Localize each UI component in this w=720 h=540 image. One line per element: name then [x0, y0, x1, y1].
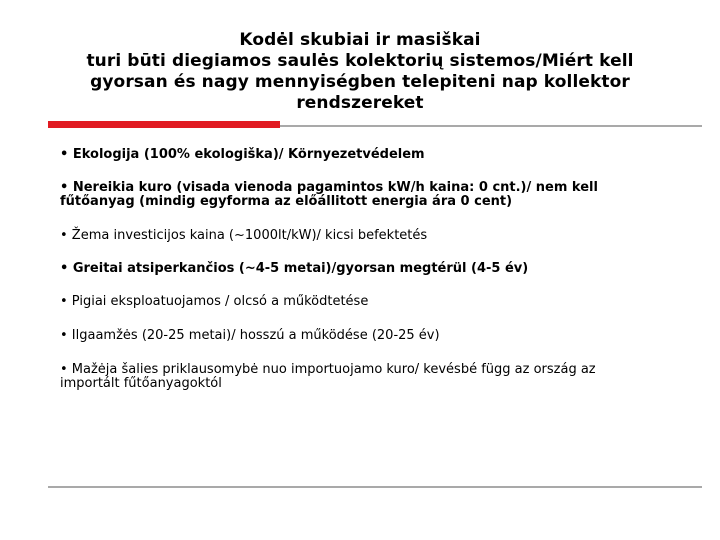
- bullet-text: • Mažėja šalies priklausomybė nuo importuojamo kuro/ kevésbé függ az ország az: [60, 362, 596, 377]
- title-line-3: gyorsan és nagy mennyiségben telepiteni nap kollektor: [90, 72, 630, 92]
- bullet-item-long-lifetime: [60, 329, 680, 343]
- bullet-text: • Pigiai eksploatuojamos / olcsó a működtetése: [60, 294, 369, 309]
- bullet-item-ecology: [60, 148, 680, 162]
- title-line-1: Kodėl skubiai ir masiškai: [239, 30, 481, 50]
- bullet-text: • Nereikia kuro (visada vienoda pagamintos kW/h kaina: 0 cnt.)/ nem kell: [60, 180, 598, 195]
- title-line-2: turi būti diegiamos saulės kolektorių sistemos/Miért kell: [86, 51, 634, 71]
- bullet-item-less-dependency: [60, 363, 680, 391]
- bullet-text-continued: fűtőanyag (mindig egyforma az előállitott energia ára 0 cent): [60, 194, 513, 209]
- bullet-text-continued: importált fűtőanyagoktól: [60, 376, 222, 391]
- title-accent-bar: [48, 121, 280, 128]
- bullet-text: • Ilgaamžės (20-25 metai)/ hosszú a működése (20-25 év): [60, 328, 440, 343]
- bullet-text: • Greitai atsiperkančios (~4-5 metai)/gyorsan megtérül (4-5 év): [60, 261, 529, 276]
- bullet-item-no-fuel: [60, 181, 680, 209]
- slide-title: [40, 30, 680, 114]
- footer-divider: [48, 486, 702, 488]
- bullet-text: • Ekologija (100% ekologiška)/ Környezetvédelem: [60, 147, 425, 162]
- bullet-item-low-investment: [60, 229, 680, 243]
- title-line-4: rendszereket: [296, 93, 424, 113]
- bullet-item-fast-payback: [60, 262, 680, 276]
- bullet-item-cheap-operation: [60, 295, 680, 309]
- bullet-text: • Žema investicijos kaina (~1000lt/kW)/ kicsi befektetés: [60, 228, 428, 243]
